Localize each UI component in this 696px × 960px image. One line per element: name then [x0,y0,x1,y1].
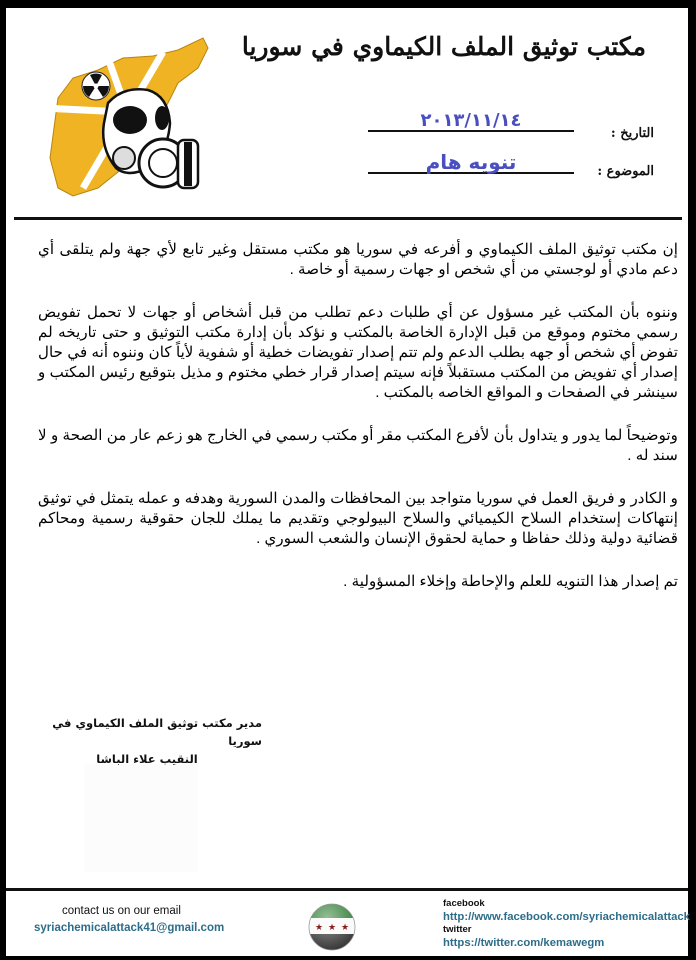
footer-divider [6,888,688,891]
social-links [443,898,690,950]
gas-mask-syria-map-logo [28,28,218,208]
twitter-link[interactable]: https://twitter.com/kemawegm [443,937,605,949]
svg-text:★: ★ [314,923,324,933]
body-paragraph: تم إصدار هذا التنويه للعلم والإحاطة وإخلاء المسؤولية . [343,573,678,590]
twitter-label: twitter [443,924,472,935]
svg-text:★: ★ [327,923,337,933]
signature-title: مدير مكتب توثيق الملف الكيماوي في سوريا [52,716,262,748]
signature-block [32,714,262,768]
contact-label: contact us on our email [62,905,181,917]
subject-value: تنويه هام [425,150,517,174]
body-paragraph: و الكادر و فريق العمل في سوريا متواجد بين المحافظات والمدن السورية وهدفه و عمله يتمثل في توثيق إنتهاكات إستخدام السلاح الكيميائي والسلاح البيولوجي وتقديم ما يملك للجان حقوقية رسمية ومحاكم قضائية دولية وذلك حفاظا و حماية لحقوق الإنسان والشعب السوري . [38,490,678,547]
signature-name: النقيب علاء الباشا [96,752,198,766]
date-value: ٢٠١٣/١١/١٤ [420,110,522,131]
header-divider [14,217,682,220]
body-paragraph: وتوضيحاً لما يدور و يتداول بأن لأفرع المكتب مقر أو مكتب رسمي في الخارج هو زعم عار من الصحة و لا سند له . [38,427,678,464]
notice-body [38,240,678,615]
syrian-revolution-flag-badge [307,901,357,957]
date-label: التاريخ : [610,126,654,141]
facebook-label: facebook [443,898,485,909]
contact-email-link[interactable]: syriachemicalattack41@gmail.com [34,922,225,934]
body-paragraph: إن مكتب توثيق الملف الكيماوي و أفرعه في سوريا هو مكتب مستقل وغير تابع لأي جهة ولم يتلقى أي دعم مادي أو لوجستي من أي شخص او جهات رسمية أو خاصة . [38,241,678,278]
svg-text:★: ★ [340,923,350,933]
body-paragraph: وننوه بأن المكتب غير مسؤول عن أي طلبات دعم تطلب من قبل أشخاص أو جهات لا تحمل تفويض رسمي مختوم وموقع من قبل الإدارة الخاصة بالمكتب و نؤكد بأن إدارة مكتب التوثيق و حتى تاريخه لم تفوض أي شخص أو جهه بطلب الدعم ولم تتم إصدار تفويضات خطية أو شفوية لأياً كان وننوه أنه في حال إصدار أي تفويض من المكتب مستقبلاً فإنه سيتم إصدار قرار خطي مختوم و مذيل بتوقيع رئيس المكتب و سينشر في الصفحات و المواقع الخاصه بالمكتب . [38,304,678,401]
office-title: مكتب توثيق الملف الكيماوي في سوريا [241,32,646,61]
facebook-link[interactable]: http://www.facebook.com/syriachemicalattack [443,911,690,923]
subject-label: الموضوع : [597,164,654,179]
gas-mask-icon [103,89,198,188]
stamp-area [84,764,198,872]
document-page [6,8,688,956]
